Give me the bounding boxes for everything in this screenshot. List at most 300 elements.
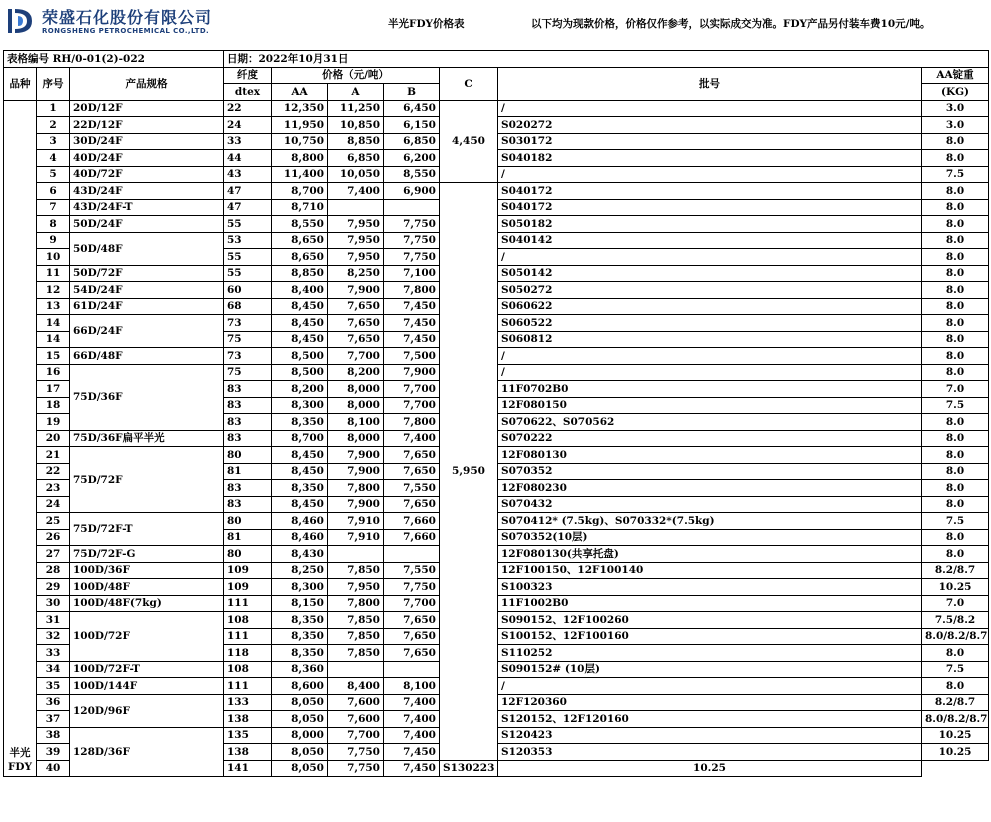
lot-cell: 11F0702B0 <box>498 381 922 398</box>
column-header-row <box>4 67 989 84</box>
price-a-cell <box>328 199 384 216</box>
seq-cell: 22 <box>37 463 70 480</box>
weight-cell: 10.25 <box>498 760 922 777</box>
lot-cell: S060622 <box>498 298 922 315</box>
weight-cell: 8.0 <box>922 414 989 431</box>
dtex-cell: 80 <box>224 513 272 530</box>
price-a-cell: 8,100 <box>328 414 384 431</box>
col-b: B <box>384 84 440 101</box>
seq-cell: 2 <box>37 117 70 134</box>
price-b-cell <box>384 661 440 678</box>
lot-cell: 11F1002B0 <box>498 595 922 612</box>
price-aa-cell: 10,750 <box>272 133 328 150</box>
price-b-cell: 7,500 <box>384 348 440 365</box>
price-a-cell: 7,750 <box>328 744 384 761</box>
spec-cell: 22D/12F <box>70 117 224 134</box>
lot-cell: / <box>498 364 922 381</box>
page-header <box>0 0 991 44</box>
price-b-cell: 6,450 <box>384 100 440 117</box>
weight-cell: 8.0/8.2/8.7 <box>922 628 989 645</box>
weight-cell: 7.0 <box>922 381 989 398</box>
spec-cell: 66D/24F <box>70 315 224 348</box>
price-aa-cell: 8,500 <box>272 348 328 365</box>
col-spec: 产品规格 <box>70 67 224 100</box>
seq-cell: 20 <box>37 430 70 447</box>
weight-cell: 8.0 <box>922 645 989 662</box>
dtex-cell: 80 <box>224 546 272 563</box>
spec-cell: 61D/24F <box>70 298 224 315</box>
price-aa-cell: 8,700 <box>272 183 328 200</box>
price-b-cell: 7,650 <box>384 496 440 513</box>
col-seq: 序号 <box>37 67 70 100</box>
weight-cell: 7.5 <box>922 661 989 678</box>
price-b-cell: 7,750 <box>384 579 440 596</box>
price-b-cell: 7,750 <box>384 249 440 266</box>
price-aa-cell: 12,350 <box>272 100 328 117</box>
price-aa-cell: 8,200 <box>272 381 328 398</box>
dtex-cell: 60 <box>224 282 272 299</box>
seq-cell: 7 <box>37 199 70 216</box>
seq-cell: 5 <box>37 166 70 183</box>
spec-cell: 50D/72F <box>70 265 224 282</box>
price-aa-cell: 8,650 <box>272 249 328 266</box>
seq-cell: 27 <box>37 546 70 563</box>
price-aa-cell: 8,450 <box>272 496 328 513</box>
seq-cell: 11 <box>37 265 70 282</box>
price-a-cell: 7,910 <box>328 529 384 546</box>
col-aa: AA <box>272 84 328 101</box>
seq-cell: 18 <box>37 397 70 414</box>
price-aa-cell: 8,250 <box>272 562 328 579</box>
price-a-cell: 7,650 <box>328 315 384 332</box>
seq-cell: 24 <box>37 496 70 513</box>
price-a-cell: 7,910 <box>328 513 384 530</box>
price-aa-cell: 8,050 <box>272 694 328 711</box>
spec-cell: 100D/48F(7kg) <box>70 595 224 612</box>
weight-cell: 3.0 <box>922 117 989 134</box>
price-a-cell: 8,000 <box>328 397 384 414</box>
spec-cell: 43D/24F-T <box>70 199 224 216</box>
lot-cell: S050142 <box>498 265 922 282</box>
dtex-cell: 68 <box>224 298 272 315</box>
price-aa-cell: 8,460 <box>272 513 328 530</box>
weight-cell: 8.0 <box>922 265 989 282</box>
price-b-cell: 7,550 <box>384 480 440 497</box>
price-aa-cell: 8,650 <box>272 232 328 249</box>
price-aa-cell: 8,500 <box>272 364 328 381</box>
price-a-cell: 6,850 <box>328 150 384 167</box>
weight-cell: 7.5 <box>922 166 989 183</box>
col-variety: 品种 <box>4 67 37 100</box>
price-a-cell: 7,700 <box>328 348 384 365</box>
price-b-cell: 7,650 <box>384 463 440 480</box>
price-b-cell: 7,700 <box>384 595 440 612</box>
seq-cell: 16 <box>37 364 70 381</box>
dtex-cell: 53 <box>224 232 272 249</box>
lot-cell: S030172 <box>498 133 922 150</box>
price-b-cell: 6,200 <box>384 150 440 167</box>
weight-cell: 8.0 <box>922 232 989 249</box>
price-a-cell: 7,600 <box>328 694 384 711</box>
document-title: 半光FDY价格表 <box>388 18 465 30</box>
dtex-cell: 81 <box>224 529 272 546</box>
price-b-cell: 7,900 <box>384 364 440 381</box>
seq-cell: 4 <box>37 150 70 167</box>
company-name-english: RONGSHENG PETROCHEMICAL CO.,LTD. <box>42 27 210 35</box>
col-a: A <box>328 84 384 101</box>
lot-cell: S130223 <box>440 760 498 777</box>
price-b-cell <box>384 546 440 563</box>
spec-cell: 50D/48F <box>70 232 224 265</box>
price-aa-cell: 8,300 <box>272 397 328 414</box>
lot-cell: S060522 <box>498 315 922 332</box>
dtex-cell: 83 <box>224 397 272 414</box>
price-a-cell: 7,600 <box>328 711 384 728</box>
dtex-cell: 109 <box>224 562 272 579</box>
price-a-cell: 8,250 <box>328 265 384 282</box>
lot-cell: / <box>498 166 922 183</box>
lot-cell: S070432 <box>498 496 922 513</box>
dtex-cell: 141 <box>224 760 272 777</box>
price-aa-cell: 8,450 <box>272 331 328 348</box>
lot-cell: S120152、12F120160 <box>498 711 922 728</box>
dtex-cell: 55 <box>224 249 272 266</box>
spec-cell: 120D/96F <box>70 694 224 727</box>
dtex-cell: 138 <box>224 711 272 728</box>
company-name: 荣盛石化股份有限公司 <box>42 8 213 27</box>
seq-cell: 35 <box>37 678 70 695</box>
price-a-cell: 8,000 <box>328 381 384 398</box>
variety-cell: 半光 FDY <box>4 100 37 777</box>
price-a-cell: 7,850 <box>328 628 384 645</box>
price-a-cell: 7,750 <box>328 760 384 777</box>
dtex-cell: 108 <box>224 612 272 629</box>
price-a-cell: 7,900 <box>328 282 384 299</box>
spec-cell: 40D/24F <box>70 150 224 167</box>
price-aa-cell: 8,600 <box>272 678 328 695</box>
lot-cell: 12F100150、12F100140 <box>498 562 922 579</box>
lot-cell: 12F080230 <box>498 480 922 497</box>
price-aa-cell: 8,050 <box>272 760 328 777</box>
price-aa-cell: 8,460 <box>272 529 328 546</box>
price-aa-cell: 8,050 <box>272 744 328 761</box>
spec-cell: 40D/72F <box>70 166 224 183</box>
lot-cell: S110252 <box>498 645 922 662</box>
price-a-cell: 7,900 <box>328 496 384 513</box>
seq-cell: 31 <box>37 612 70 629</box>
dtex-cell: 138 <box>224 744 272 761</box>
weight-cell: 8.0 <box>922 249 989 266</box>
lot-cell: S090152# (10层) <box>498 661 922 678</box>
spec-cell: 100D/48F <box>70 579 224 596</box>
price-aa-cell: 11,400 <box>272 166 328 183</box>
seq-cell: 3 <box>37 133 70 150</box>
price-b-cell: 7,450 <box>384 744 440 761</box>
price-aa-cell: 8,850 <box>272 265 328 282</box>
lot-cell: 12F080130(共享托盘) <box>498 546 922 563</box>
lot-cell: 12F080150 <box>498 397 922 414</box>
dtex-cell: 55 <box>224 265 272 282</box>
weight-cell: 8.0 <box>922 216 989 233</box>
lot-cell: S060812 <box>498 331 922 348</box>
lot-cell: / <box>498 348 922 365</box>
price-b-cell: 7,450 <box>384 331 440 348</box>
price-c-cell: 5,950 <box>440 183 498 761</box>
price-b-cell: 8,550 <box>384 166 440 183</box>
price-b-cell: 8,100 <box>384 678 440 695</box>
price-a-cell <box>328 661 384 678</box>
lot-cell: S040172 <box>498 183 922 200</box>
weight-cell: 8.2/8.7 <box>922 562 989 579</box>
weight-cell: 8.0 <box>922 463 989 480</box>
price-c-cell: 4,450 <box>440 100 498 183</box>
spec-cell: 43D/24F <box>70 183 224 200</box>
price-b-cell: 7,650 <box>384 628 440 645</box>
price-a-cell: 7,950 <box>328 216 384 233</box>
price-a-cell <box>328 546 384 563</box>
lot-cell: S070412* (7.5kg)、S070332*(7.5kg) <box>498 513 922 530</box>
seq-cell: 9 <box>37 232 70 249</box>
weight-cell: 8.0 <box>922 199 989 216</box>
price-aa-cell: 8,360 <box>272 661 328 678</box>
lot-cell: S040182 <box>498 150 922 167</box>
weight-cell: 8.0/8.2/8.7 <box>922 711 989 728</box>
price-aa-cell: 8,550 <box>272 216 328 233</box>
lot-cell: S040142 <box>498 232 922 249</box>
col-weight-unit: (KG) <box>922 84 989 101</box>
lot-cell: S100323 <box>498 579 922 596</box>
seq-cell: 8 <box>37 216 70 233</box>
seq-cell: 21 <box>37 447 70 464</box>
price-aa-cell: 8,400 <box>272 282 328 299</box>
seq-cell: 6 <box>37 183 70 200</box>
dtex-cell: 81 <box>224 463 272 480</box>
lot-cell: 12F080130 <box>498 447 922 464</box>
dtex-cell: 109 <box>224 579 272 596</box>
price-b-cell: 7,400 <box>384 711 440 728</box>
price-a-cell: 7,400 <box>328 183 384 200</box>
weight-cell: 7.5 <box>922 397 989 414</box>
seq-cell: 32 <box>37 628 70 645</box>
lot-cell: S020272 <box>498 117 922 134</box>
price-b-cell: 7,450 <box>384 315 440 332</box>
weight-cell: 8.0 <box>922 133 989 150</box>
seq-cell: 39 <box>37 744 70 761</box>
price-aa-cell: 8,450 <box>272 315 328 332</box>
price-a-cell: 10,050 <box>328 166 384 183</box>
seq-cell: 34 <box>37 661 70 678</box>
weight-cell: 3.0 <box>922 100 989 117</box>
col-dtex: dtex <box>224 84 272 101</box>
price-aa-cell: 8,350 <box>272 645 328 662</box>
price-a-cell: 8,850 <box>328 133 384 150</box>
price-aa-cell: 8,430 <box>272 546 328 563</box>
weight-cell: 8.0 <box>922 529 989 546</box>
dtex-cell: 75 <box>224 364 272 381</box>
spec-cell: 54D/24F <box>70 282 224 299</box>
lot-cell: / <box>498 249 922 266</box>
spec-cell: 75D/72F <box>70 447 224 513</box>
price-b-cell: 7,400 <box>384 430 440 447</box>
price-b-cell: 6,850 <box>384 133 440 150</box>
seq-cell: 14 <box>37 331 70 348</box>
price-a-cell: 7,800 <box>328 595 384 612</box>
lot-cell: / <box>498 100 922 117</box>
seq-cell: 33 <box>37 645 70 662</box>
seq-cell: 1 <box>37 100 70 117</box>
price-a-cell: 7,950 <box>328 232 384 249</box>
spec-cell: 20D/12F <box>70 100 224 117</box>
price-b-cell: 7,660 <box>384 513 440 530</box>
price-a-cell: 7,900 <box>328 447 384 464</box>
dtex-cell: 111 <box>224 678 272 695</box>
price-b-cell: 7,700 <box>384 381 440 398</box>
weight-cell: 8.0 <box>922 678 989 695</box>
weight-cell: 8.0 <box>922 331 989 348</box>
col-c: C <box>440 67 498 100</box>
weight-cell: 8.0 <box>922 183 989 200</box>
lot-cell: S070352 <box>498 463 922 480</box>
lot-cell: S050182 <box>498 216 922 233</box>
spec-cell: 75D/72F-G <box>70 546 224 563</box>
price-a-cell: 8,400 <box>328 678 384 695</box>
price-aa-cell: 8,150 <box>272 595 328 612</box>
price-aa-cell: 8,350 <box>272 414 328 431</box>
weight-cell: 8.0 <box>922 364 989 381</box>
dtex-cell: 73 <box>224 348 272 365</box>
seq-cell: 12 <box>37 282 70 299</box>
seq-cell: 17 <box>37 381 70 398</box>
weight-cell: 8.0 <box>922 447 989 464</box>
price-b-cell: 7,550 <box>384 562 440 579</box>
seq-cell: 26 <box>37 529 70 546</box>
price-aa-cell: 8,350 <box>272 628 328 645</box>
dtex-cell: 43 <box>224 166 272 183</box>
price-aa-cell: 8,350 <box>272 612 328 629</box>
price-a-cell: 7,950 <box>328 249 384 266</box>
weight-cell: 8.0 <box>922 480 989 497</box>
rongsheng-logo-icon <box>6 6 36 36</box>
weight-cell: 8.0 <box>922 430 989 447</box>
seq-cell: 25 <box>37 513 70 530</box>
weight-cell: 8.0 <box>922 150 989 167</box>
weight-cell: 7.0 <box>922 595 989 612</box>
dtex-cell: 47 <box>224 199 272 216</box>
seq-cell: 14 <box>37 315 70 332</box>
dtex-cell: 33 <box>224 133 272 150</box>
table-row <box>4 183 989 200</box>
spec-cell: 128D/36F <box>70 727 224 777</box>
spec-cell: 75D/36F扁平半光 <box>70 430 224 447</box>
price-a-cell: 7,700 <box>328 727 384 744</box>
dtex-cell: 111 <box>224 595 272 612</box>
price-a-cell: 7,850 <box>328 562 384 579</box>
seq-cell: 19 <box>37 414 70 431</box>
weight-cell: 10.25 <box>922 727 989 744</box>
lot-cell: S100152、12F100160 <box>498 628 922 645</box>
price-aa-cell: 8,710 <box>272 199 328 216</box>
price-aa-cell: 8,050 <box>272 711 328 728</box>
price-aa-cell: 8,450 <box>272 298 328 315</box>
seq-cell: 15 <box>37 348 70 365</box>
col-lot: 批号 <box>498 67 922 100</box>
weight-cell: 8.0 <box>922 298 989 315</box>
price-aa-cell: 8,700 <box>272 430 328 447</box>
dtex-cell: 75 <box>224 331 272 348</box>
lot-cell: S120353 <box>498 744 922 761</box>
price-a-cell: 7,900 <box>328 463 384 480</box>
price-b-cell: 7,660 <box>384 529 440 546</box>
spec-cell: 75D/72F-T <box>70 513 224 546</box>
price-b-cell: 7,750 <box>384 232 440 249</box>
dtex-cell: 55 <box>224 216 272 233</box>
price-aa-cell: 8,800 <box>272 150 328 167</box>
price-b-cell: 7,800 <box>384 282 440 299</box>
price-table <box>3 50 989 777</box>
dtex-cell: 73 <box>224 315 272 332</box>
price-a-cell: 8,000 <box>328 430 384 447</box>
price-a-cell: 11,250 <box>328 100 384 117</box>
price-b-cell: 7,450 <box>384 760 440 777</box>
dtex-cell: 24 <box>224 117 272 134</box>
price-b-cell: 7,650 <box>384 645 440 662</box>
price-a-cell: 7,650 <box>328 331 384 348</box>
weight-cell: 8.2/8.7 <box>922 694 989 711</box>
weight-cell: 10.25 <box>922 744 989 761</box>
price-aa-cell: 8,450 <box>272 463 328 480</box>
price-a-cell: 7,850 <box>328 645 384 662</box>
weight-cell: 8.0 <box>922 315 989 332</box>
dtex-cell: 47 <box>224 183 272 200</box>
lot-cell: S090152、12F100260 <box>498 612 922 629</box>
price-a-cell: 8,200 <box>328 364 384 381</box>
price-b-cell: 6,900 <box>384 183 440 200</box>
dtex-cell: 83 <box>224 496 272 513</box>
lot-cell: S120423 <box>498 727 922 744</box>
weight-cell: 8.0 <box>922 348 989 365</box>
price-b-cell: 7,750 <box>384 216 440 233</box>
price-b-cell: 7,650 <box>384 612 440 629</box>
lot-cell: / <box>498 678 922 695</box>
col-fineness: 纤度 <box>224 67 272 84</box>
lot-cell: S070622、S070562 <box>498 414 922 431</box>
col-price-group: 价格（元/吨） <box>272 67 440 84</box>
spec-cell: 100D/72F <box>70 612 224 662</box>
price-aa-cell: 8,350 <box>272 480 328 497</box>
price-a-cell: 7,650 <box>328 298 384 315</box>
weight-cell: 10.25 <box>922 579 989 596</box>
dtex-cell: 44 <box>224 150 272 167</box>
seq-cell: 36 <box>37 694 70 711</box>
price-a-cell: 7,950 <box>328 579 384 596</box>
price-b-cell: 7,400 <box>384 694 440 711</box>
dtex-cell: 83 <box>224 480 272 497</box>
price-b-cell: 7,700 <box>384 397 440 414</box>
price-a-cell: 7,850 <box>328 612 384 629</box>
price-b-cell: 7,400 <box>384 727 440 744</box>
weight-cell: 8.0 <box>922 496 989 513</box>
spec-cell: 100D/72F-T <box>70 661 224 678</box>
spec-cell: 75D/36F <box>70 364 224 430</box>
dtex-cell: 83 <box>224 414 272 431</box>
report-date: 日期：2022年10月31日 <box>224 51 989 68</box>
seq-cell: 28 <box>37 562 70 579</box>
seq-cell: 40 <box>37 760 70 777</box>
form-number: 表格编号 RH/0-01(2)-022 <box>4 51 224 68</box>
dtex-cell: 83 <box>224 430 272 447</box>
weight-cell: 7.5 <box>922 513 989 530</box>
col-weight: AA锭重 <box>922 67 989 84</box>
